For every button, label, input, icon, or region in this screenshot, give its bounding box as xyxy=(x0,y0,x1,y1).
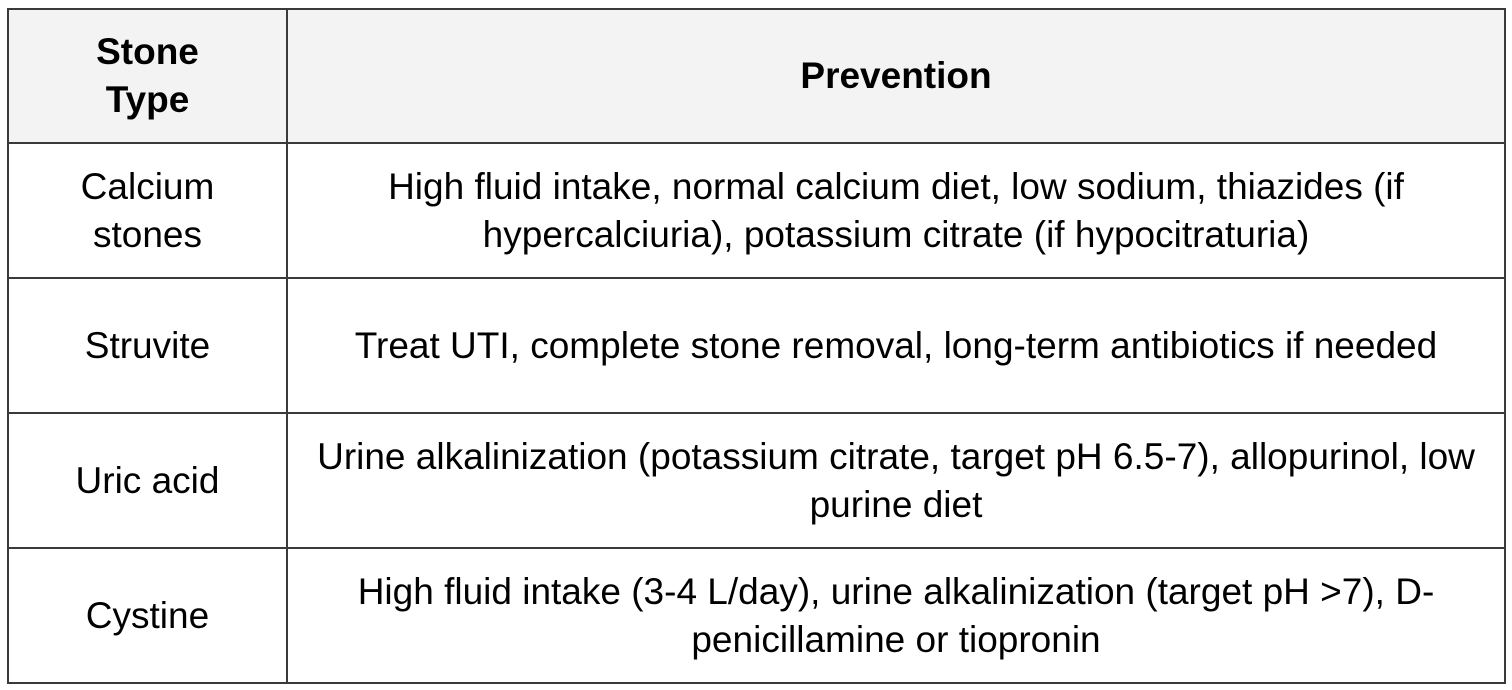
table-row xyxy=(8,278,1505,413)
stone-prevention-table xyxy=(7,8,1506,684)
table-row xyxy=(8,413,1505,548)
stone-type-cell: Calcium stones xyxy=(8,143,287,278)
table-row xyxy=(8,143,1505,278)
prevention-header: Prevention xyxy=(287,9,1505,143)
prevention-cell: Urine alkalinization (potassium citrate, target pH 6.5-7), allopurinol, low purine diet xyxy=(287,413,1505,548)
table-header xyxy=(8,9,1505,143)
prevention-cell: Treat UTI, complete stone removal, long-term antibiotics if needed xyxy=(287,278,1505,413)
stone-type-cell: Uric acid xyxy=(8,413,287,548)
stone-type-cell: Struvite xyxy=(8,278,287,413)
stone-prevention-table-container xyxy=(7,8,1504,684)
header-row xyxy=(8,9,1505,143)
prevention-cell: High fluid intake (3-4 L/day), urine alkalinization (target pH >7), D-penicillamine or tiopronin xyxy=(287,548,1505,683)
stone-type-cell: Cystine xyxy=(8,548,287,683)
table-row xyxy=(8,548,1505,683)
stone-type-header: Stone Type xyxy=(8,9,287,143)
prevention-cell: High fluid intake, normal calcium diet, low sodium, thiazides (if hypercalciuria), potassium citrate (if hypocitraturia) xyxy=(287,143,1505,278)
table-body xyxy=(8,143,1505,683)
